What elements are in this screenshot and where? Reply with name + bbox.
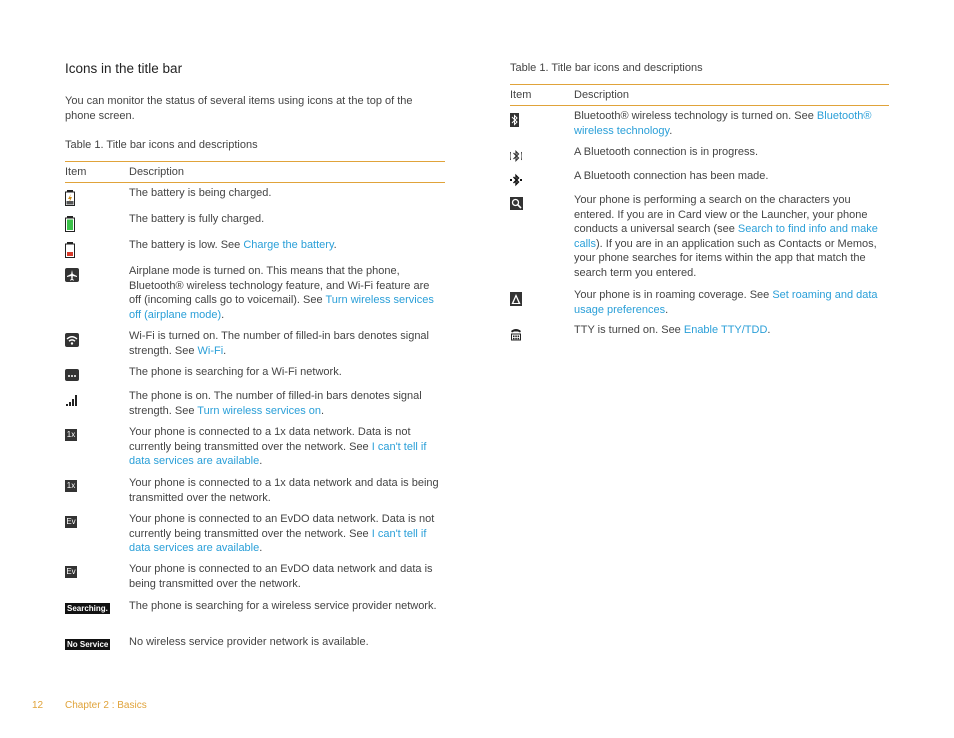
link-data-services-evdo[interactable]: I can't tell if data services are available bbox=[129, 527, 427, 554]
row-description: The phone is searching for a Wi-Fi network. bbox=[129, 366, 342, 378]
row-description: Your phone is connected to an EvDO data network. Data is not currently being transmitted over the network. See I can't tell if data services are available. bbox=[129, 513, 435, 554]
battery-full-icon bbox=[65, 216, 75, 237]
row-description: A Bluetooth connection is in progress. bbox=[574, 146, 759, 158]
table-header bbox=[65, 161, 445, 183]
battery-low-icon bbox=[65, 242, 75, 263]
section-heading: Icons in the title bar bbox=[65, 61, 183, 76]
link-enable-tty[interactable]: Enable TTY/TDD bbox=[683, 324, 768, 336]
1x-idle-icon: 1x bbox=[66, 430, 76, 439]
intro-paragraph: You can monitor the status of several items using icons at the top of the phone screen. bbox=[65, 95, 413, 122]
bluetooth-connected-icon bbox=[510, 173, 522, 192]
row-description: The battery is fully charged. bbox=[129, 213, 265, 225]
row-description: The phone is on. The number of filled-in bars denotes signal strength. See Turn wireless services on. bbox=[129, 390, 422, 417]
battery-charging-icon bbox=[65, 190, 75, 211]
signal-bars-icon bbox=[65, 393, 79, 412]
row-description: The battery is low. See Charge the battery. bbox=[129, 239, 337, 251]
wifi-icon bbox=[65, 333, 79, 352]
header-description: Description bbox=[129, 166, 185, 178]
chapter-label: Chapter 2 : Basics bbox=[65, 700, 147, 711]
link-turn-wireless-on[interactable]: Turn wireless services on bbox=[197, 404, 321, 417]
header-item: Item bbox=[510, 89, 532, 101]
wifi-searching-icon bbox=[65, 369, 79, 386]
table-caption-right: Table 1. Title bar icons and descriptions bbox=[510, 62, 703, 74]
search-icon bbox=[510, 197, 523, 215]
row-description: Your phone is performing a search on the characters you entered. If you are in Card view or the Launcher, your phone conducts a universal search (see Search to find info and make calls). If you are in an application such as Contacts or Memos, your phone searches for items within the app that match the search term you entered. bbox=[574, 194, 878, 279]
evdo-active-icon: Ev bbox=[66, 567, 76, 576]
evdo-idle-icon: Ev bbox=[66, 517, 76, 526]
table-caption-left: Table 1. Title bar icons and descriptions bbox=[65, 139, 258, 151]
link-roaming-preferences[interactable]: Set roaming and data usage preferences bbox=[574, 289, 878, 316]
link-bluetooth[interactable]: Bluetooth® wireless technology bbox=[574, 110, 872, 137]
link-search-to-find-info[interactable]: Search to find info and make calls bbox=[574, 223, 878, 250]
row-description: TTY is turned on. See Enable TTY/TDD. bbox=[574, 324, 771, 336]
title-bar-icons-table-left bbox=[65, 161, 445, 649]
link-wi-fi[interactable]: Wi-Fi bbox=[197, 344, 224, 357]
row-description: Bluetooth® wireless technology is turned on. See Bluetooth® wireless technology. bbox=[574, 110, 872, 137]
row-description: A Bluetooth connection has been made. bbox=[574, 170, 769, 182]
row-description: Your phone is connected to an EvDO data network and data is being transmitted over the network. bbox=[129, 563, 433, 590]
link-turn-wireless-off[interactable]: Turn wireless services off (airplane mode) bbox=[129, 294, 434, 321]
header-description: Description bbox=[574, 89, 630, 101]
searching-icon: Searching. bbox=[67, 604, 108, 613]
row-description: No wireless service provider network is available. bbox=[129, 636, 369, 648]
row-description: Your phone is connected to a 1x data network. Data is not currently being transmitted over the network. See I can't tell if data services are available. bbox=[129, 426, 427, 467]
row-description: Your phone is in roaming coverage. See Set roaming and data usage preferences. bbox=[574, 289, 878, 316]
table-header bbox=[510, 84, 889, 106]
link-data-services-1x[interactable]: I can't tell if data services are available bbox=[129, 440, 427, 467]
row-description: Wi-Fi is turned on. The number of filled-in bars denotes signal strength. See Wi-Fi. bbox=[129, 330, 429, 357]
row-description: The battery is being charged. bbox=[129, 187, 272, 199]
roaming-icon bbox=[510, 292, 522, 311]
airplane-icon bbox=[65, 268, 79, 287]
row-description: Airplane mode is turned on. This means that the phone, Bluetooth® wireless technology feature, and Wi-Fi feature are off (incoming calls go to voicemail). See Turn wireless services off (airplane mode). bbox=[129, 265, 434, 321]
1x-active-icon: 1x bbox=[66, 481, 76, 490]
bluetooth-connecting-icon bbox=[510, 149, 522, 168]
bluetooth-on-icon bbox=[510, 113, 519, 132]
row-description: Your phone is connected to a 1x data network and data is being transmitted over the network. bbox=[129, 477, 439, 504]
title-bar-icons-table-right bbox=[510, 84, 889, 336]
page-number: 12 bbox=[32, 700, 44, 711]
header-item: Item bbox=[65, 166, 87, 178]
no-service-icon: No Service bbox=[67, 640, 109, 649]
link-charge-the-battery[interactable]: Charge the battery bbox=[243, 239, 334, 251]
tty-icon bbox=[510, 327, 522, 346]
row-description: The phone is searching for a wireless service provider network. bbox=[129, 600, 437, 612]
